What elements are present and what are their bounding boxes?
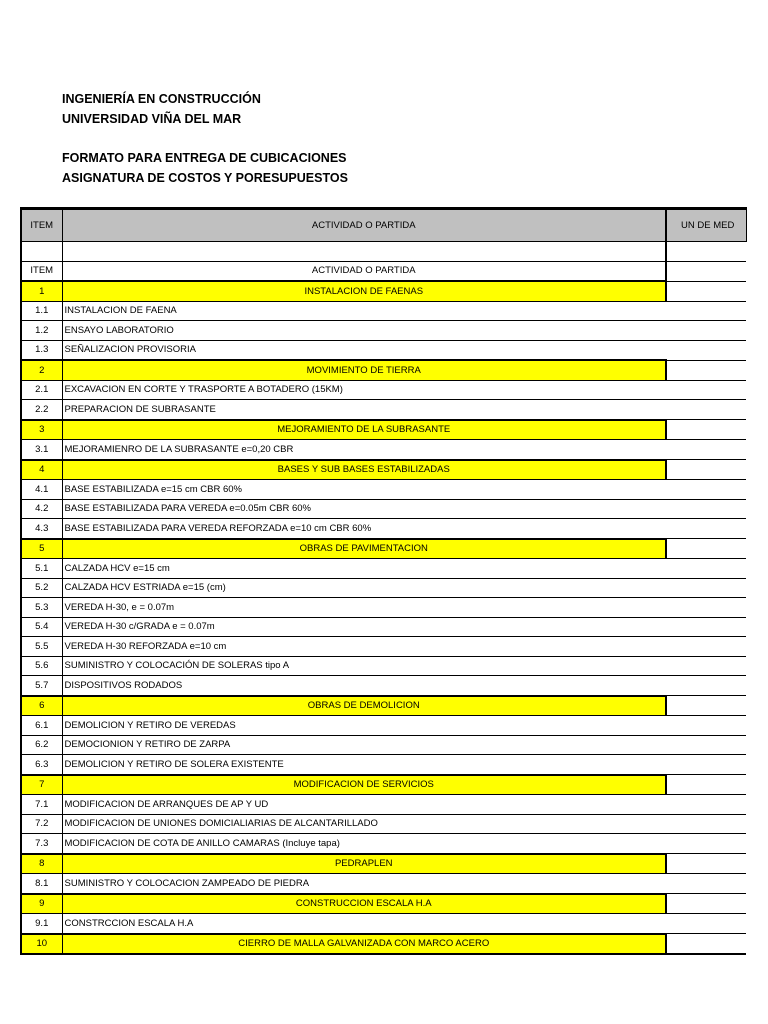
item-description: VEREDA H-30 c/GRADA e = 0.07m <box>62 617 666 637</box>
item-unit <box>666 735 746 755</box>
item-unit <box>666 934 746 955</box>
item-number: 4.2 <box>21 499 62 519</box>
section-row <box>21 696 746 716</box>
item-description: BASE ESTABILIZADA e=15 cm CBR 60% <box>62 480 666 500</box>
item-unit <box>666 480 746 500</box>
table-row <box>21 578 746 598</box>
quantities-table <box>20 207 747 955</box>
item-description: MODIFICACION DE COTA DE ANILLO CAMARAS (Incluye tapa) <box>62 834 666 854</box>
item-description: ACTIVIDAD O PARTIDA <box>62 261 666 281</box>
item-number: 5.4 <box>21 617 62 637</box>
section-row <box>21 460 746 480</box>
item-unit <box>666 814 746 834</box>
table-row <box>21 914 746 934</box>
item-description: SUMINISTRO Y COLOCACION ZAMPEADO DE PIEDRA <box>62 874 666 894</box>
header-activity: ACTIVIDAD O PARTIDA <box>62 209 666 242</box>
format-title: FORMATO PARA ENTREGA DE CUBICACIONES <box>62 151 347 165</box>
item-description: MEJORAMIENTO DE LA SUBRASANTE <box>62 420 666 440</box>
item-description: DISPOSITIVOS RODADOS <box>62 676 666 696</box>
header-item: ITEM <box>21 209 62 242</box>
item-number: 4 <box>21 460 62 480</box>
item-unit <box>666 716 746 736</box>
item-number: 10 <box>21 934 62 955</box>
item-number: 5.6 <box>21 656 62 676</box>
item-description: MOVIMIENTO DE TIERRA <box>62 360 666 380</box>
item-description: CIERRO DE MALLA GALVANIZADA CON MARCO ACERO <box>62 934 666 955</box>
item-description: ENSAYO LABORATORIO <box>62 321 666 341</box>
item-number: 3.1 <box>21 440 62 460</box>
table-row <box>21 874 746 894</box>
item-unit <box>666 499 746 519</box>
item-number: 5.1 <box>21 559 62 579</box>
table-row <box>21 400 746 420</box>
table-row <box>21 559 746 579</box>
item-description: CALZADA HCV ESTRIADA e=15 (cm) <box>62 578 666 598</box>
item-description: MODIFICACION DE SERVICIOS <box>62 775 666 795</box>
item-number: 2 <box>21 360 62 380</box>
section-row <box>21 775 746 795</box>
item-description: PEDRAPLEN <box>62 854 666 874</box>
item-number: 6.2 <box>21 735 62 755</box>
item-number: 6.1 <box>21 716 62 736</box>
document-header <box>62 90 348 188</box>
item-number: 6 <box>21 696 62 716</box>
item-description: MODIFICACION DE UNIONES DOMICIALIARIAS DE ALCANTARILLADO <box>62 814 666 834</box>
table-row <box>21 340 746 360</box>
item-number: 5.3 <box>21 598 62 618</box>
item-number <box>21 242 62 262</box>
item-description: BASE ESTABILIZADA PARA VEREDA e=0.05m CBR 60% <box>62 499 666 519</box>
item-unit <box>666 854 746 874</box>
item-description: DEMOLICION Y RETIRO DE SOLERA EXISTENTE <box>62 755 666 775</box>
item-number: 6.3 <box>21 755 62 775</box>
item-number: 7.1 <box>21 795 62 815</box>
item-number: 7.2 <box>21 814 62 834</box>
table-row <box>21 440 746 460</box>
section-row <box>21 281 746 301</box>
item-number: 4.1 <box>21 480 62 500</box>
item-number: 5.5 <box>21 637 62 657</box>
section-row <box>21 539 746 559</box>
item-number: 1 <box>21 281 62 301</box>
item-description: DEMOCIONION Y RETIRO DE ZARPA <box>62 735 666 755</box>
table-row <box>21 716 746 736</box>
item-unit <box>666 834 746 854</box>
item-unit <box>666 696 746 716</box>
item-number: 7 <box>21 775 62 795</box>
table-row <box>21 598 746 618</box>
header-unit: UN DE MED <box>666 209 746 242</box>
item-description <box>62 242 666 262</box>
item-number: 4.3 <box>21 519 62 539</box>
item-number: 1.2 <box>21 321 62 341</box>
table-row <box>21 637 746 657</box>
table-row <box>21 242 746 262</box>
item-unit <box>666 578 746 598</box>
table-row <box>21 480 746 500</box>
item-unit <box>666 400 746 420</box>
university-title: UNIVERSIDAD VIÑA DEL MAR <box>62 111 242 126</box>
item-description: DEMOLICION Y RETIRO DE VEREDAS <box>62 716 666 736</box>
item-unit <box>666 242 746 262</box>
item-number: 7.3 <box>21 834 62 854</box>
item-unit <box>666 460 746 480</box>
course-title: ASIGNATURA DE COSTOS Y PORESUPUESTOS <box>62 170 348 185</box>
item-description: BASES Y SUB BASES ESTABILIZADAS <box>62 460 666 480</box>
item-unit <box>666 598 746 618</box>
item-number: ITEM <box>21 261 62 281</box>
item-unit <box>666 420 746 440</box>
item-unit <box>666 559 746 579</box>
item-unit <box>666 360 746 380</box>
item-description: VEREDA H-30, e = 0.07m <box>62 598 666 618</box>
item-unit <box>666 775 746 795</box>
table-row <box>21 814 746 834</box>
faculty-title: INGENIERÍA EN CONSTRUCCIÓN <box>62 92 261 106</box>
item-unit <box>666 755 746 775</box>
item-number: 8.1 <box>21 874 62 894</box>
table-row <box>21 380 746 400</box>
table-row <box>21 656 746 676</box>
item-number: 1.3 <box>21 340 62 360</box>
item-unit <box>666 676 746 696</box>
item-unit <box>666 380 746 400</box>
item-number: 3 <box>21 420 62 440</box>
table-row <box>21 261 746 281</box>
item-description: INSTALACION DE FAENAS <box>62 281 666 301</box>
table-header-row <box>21 209 746 242</box>
table-row <box>21 519 746 539</box>
item-unit <box>666 656 746 676</box>
item-unit <box>666 539 746 559</box>
table-row <box>21 755 746 775</box>
item-description: SUMINISTRO Y COLOCACIÓN DE SOLERAS tipo A <box>62 656 666 676</box>
table-row <box>21 499 746 519</box>
item-unit <box>666 261 746 281</box>
item-number: 5 <box>21 539 62 559</box>
item-description: BASE ESTABILIZADA PARA VEREDA REFORZADA e=10 cm CBR 60% <box>62 519 666 539</box>
item-description: PREPARACION DE SUBRASANTE <box>62 400 666 420</box>
item-number: 1.1 <box>21 301 62 321</box>
item-description: MODIFICACION DE ARRANQUES DE AP Y UD <box>62 795 666 815</box>
table-row <box>21 795 746 815</box>
section-row <box>21 894 746 914</box>
item-unit <box>666 340 746 360</box>
table-row <box>21 676 746 696</box>
item-unit <box>666 617 746 637</box>
item-description: INSTALACION DE FAENA <box>62 301 666 321</box>
table-row <box>21 617 746 637</box>
item-number: 2.2 <box>21 400 62 420</box>
item-description: CONSTRUCCION ESCALA H.A <box>62 894 666 914</box>
item-number: 5.2 <box>21 578 62 598</box>
item-description: VEREDA H-30 REFORZADA e=10 cm <box>62 637 666 657</box>
table-row <box>21 735 746 755</box>
item-unit <box>666 301 746 321</box>
item-description: CALZADA HCV e=15 cm <box>62 559 666 579</box>
item-description: EXCAVACION EN CORTE Y TRASPORTE A BOTADERO (15KM) <box>62 380 666 400</box>
item-unit <box>666 321 746 341</box>
section-row <box>21 360 746 380</box>
item-unit <box>666 281 746 301</box>
section-row <box>21 934 746 955</box>
section-row <box>21 854 746 874</box>
item-number: 5.7 <box>21 676 62 696</box>
item-description: OBRAS DE DEMOLICION <box>62 696 666 716</box>
section-row <box>21 420 746 440</box>
table-row <box>21 834 746 854</box>
item-unit <box>666 914 746 934</box>
item-description: CONSTRCCION ESCALA H.A <box>62 914 666 934</box>
item-unit <box>666 519 746 539</box>
item-unit <box>666 440 746 460</box>
item-description: OBRAS DE PAVIMENTACION <box>62 539 666 559</box>
table-row <box>21 301 746 321</box>
item-unit <box>666 874 746 894</box>
item-description: MEJORAMIENRO DE LA SUBRASANTE e=0,20 CBR <box>62 440 666 460</box>
item-unit <box>666 637 746 657</box>
table-row <box>21 321 746 341</box>
item-number: 9 <box>21 894 62 914</box>
item-unit <box>666 894 746 914</box>
item-number: 2.1 <box>21 380 62 400</box>
item-unit <box>666 795 746 815</box>
item-number: 9.1 <box>21 914 62 934</box>
item-number: 8 <box>21 854 62 874</box>
item-description: SEÑALIZACION PROVISORIA <box>62 340 666 360</box>
